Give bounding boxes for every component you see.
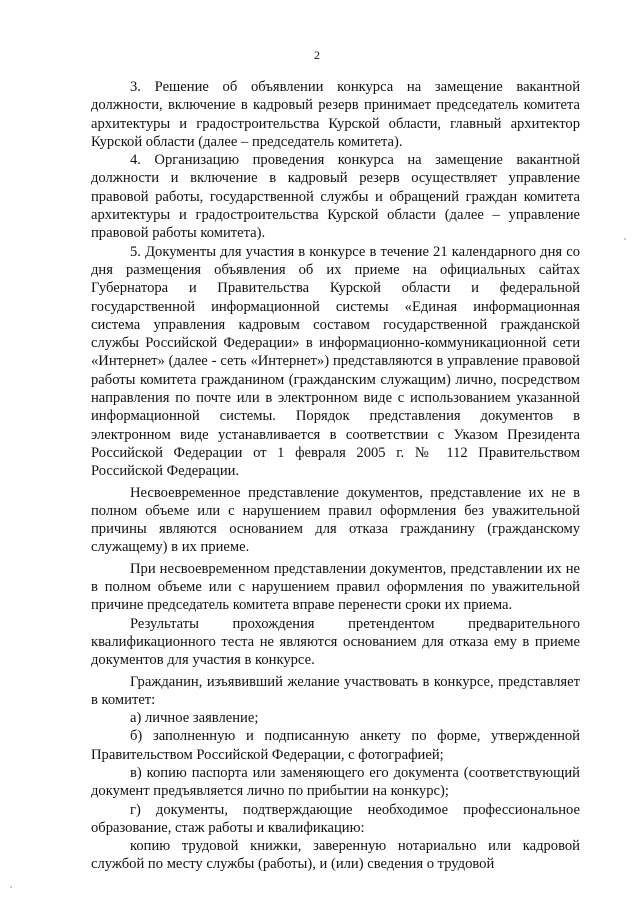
list-item-d: г) документы, подтверждающие необходимое профессиональное образование, стаж работы и квалификацию: [91, 801, 580, 836]
paragraph-documents-submission: 5. Документы для участия в конкурсе в течение 21 календарного дня со дня размещения объявления об их приеме на официальных сайтах Губернатора и Правительства Курской области и федеральной государственной информационной системы «Единая информационная система управления кадровым составом государственной гражданской службы Российской Федерации» в информационно-коммуникационной сети «Интернет» (далее - сеть «Интернет») представляются в управление правовой работы комитета гражданином (гражданским служащим) лично, посредством направления по почте или в электронном виде с использованием указанной информационной системы. Порядок представления документов в электронном виде устанавливается в соответствии с Указом Президента Российской Федерации от 1 февраля 2005 г. № 112 Правительством Российской Федерации. [91, 243, 580, 480]
paragraph-organization: 4. Организацию проведения конкурса на замещение вакантной должности и включение в кадровый резерв осуществляет управление правовой работы, государственной службы и обращений граждан комитета архитектуры и градостроительства Курской области (далее – управление правовой работы комитета). [91, 152, 580, 242]
paragraph-deadline-extension: При несвоевременном представлении документов, представлении их не в полном объеме или с нарушением правил оформления по уважительной причине председатель комитета вправе перенести сроки их приема. [91, 560, 580, 614]
page-number: 2 [314, 48, 320, 62]
paragraph-late-submission: Несвоевременное представление документов, представление их не в полном объеме или с нарушением правил оформления без уважительной причины являются основанием для отказа гражданину (гражданскому служащему) в их приеме. [91, 484, 580, 556]
list-item-b: б) заполненную и подписанную анкету по форме, утвержденной Правительством Российской Федерации, с фотографией; [91, 728, 580, 763]
paragraph-decision-announcement: 3. Решение об объявлении конкурса на замещение вакантной должности, включение в кадровый резерв принимает председатель комитета архитектуры и градостроительства Курской области, главный архитектор Курской области (далее – председатель комитета). [91, 79, 580, 150]
paragraph-work-book-copy: копию трудовой книжки, заверенную нотариально или кадровой службой по месту службы (работы), и (или) сведения о трудовой [91, 838, 580, 873]
paragraph-qualification-test: Результаты прохождения претендентом предварительного квалификационного теста не являются основанием для отказа ему в приеме документов для участия в конкурсе. [91, 615, 580, 669]
paragraph-citizen-submits: Гражданин, изъявивший желание участвовать в конкурсе, представляет в комитет: [91, 673, 580, 708]
document-body [91, 78, 580, 874]
list-item-a: а) личное заявление; [130, 710, 259, 727]
list-item-c: в) копию паспорта или заменяющего его документа (соответствующий документ предъявляется лично по прибытии на конкурс); [91, 764, 580, 800]
scan-dot [624, 238, 626, 240]
scan-dot [10, 886, 12, 888]
